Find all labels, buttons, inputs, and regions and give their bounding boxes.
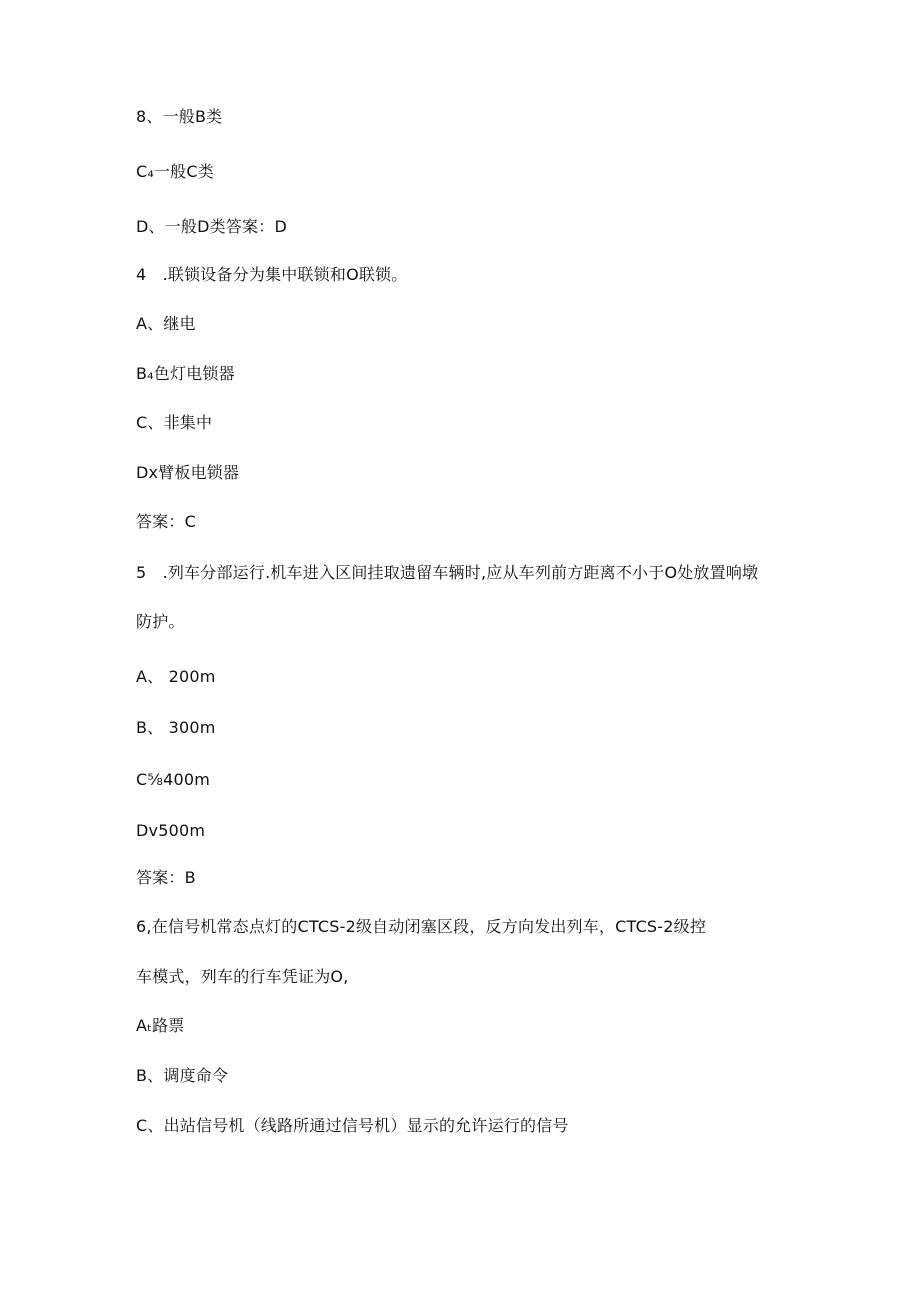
option-b-dispatch-order: B、调度命令 (136, 1066, 229, 1085)
option-a-relay: A、继电 (136, 314, 196, 333)
option-d-general-d-answer: D、一般D类答案：D (136, 217, 287, 236)
option-8-general-b: 8、一般B类 (136, 107, 223, 126)
option-d-semaphore-lock: Dx臂板电锁器 (136, 463, 240, 482)
option-c-departure-signal: C、出站信号机（线路所通过信号机）显示的允许运行的信号 (136, 1116, 569, 1135)
option-a-200m: A、 200m (136, 667, 216, 686)
question-5: 5 .列车分部运行.机车进入区间挂取遗留车辆时,应从车列前方距离不小于O处放置响墩 (136, 563, 759, 582)
option-c-400m: C⅝400m (136, 770, 211, 789)
option-a-ticket: Aₜ路票 (136, 1016, 185, 1035)
answer-5: 答案：B (136, 868, 196, 887)
question-4: 4 .联锁设备分为集中联锁和O联锁。 (136, 265, 408, 284)
option-b-color-light-lock: B₄色灯电锁器 (136, 364, 235, 383)
answer-4: 答案：C (136, 512, 196, 531)
question-6-continued: 车模式，列车的行车凭证为O, (136, 967, 349, 986)
option-c-non-centralized: C、非集中 (136, 413, 213, 432)
option-b-300m: B、 300m (136, 718, 216, 737)
option-c-general-c: C₄一般C类 (136, 162, 214, 181)
option-d-500m: Dv500m (136, 821, 206, 840)
question-5-continued: 防护。 (136, 612, 185, 631)
question-6: 6,在信号机常态点灯的CTCS-2级自动闭塞区段，反方向发出列车，CTCS-2级控 (136, 917, 707, 936)
